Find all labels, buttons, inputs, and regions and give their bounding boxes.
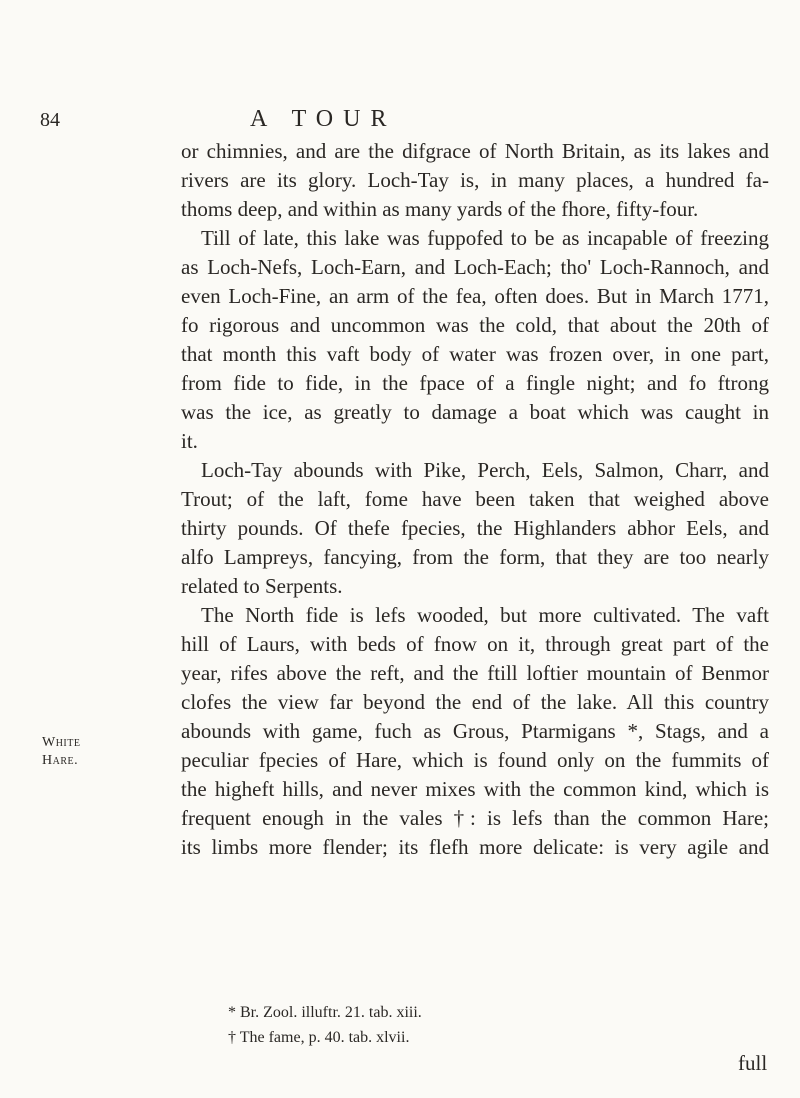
text-line: thirty pounds. Of thefe fpecies, the Highlanders abhor Eels, and <box>181 516 769 540</box>
text-line: related to Serpents. <box>181 574 343 598</box>
text-line: Trout; of the laft, fome have been taken that weighed above <box>181 487 769 511</box>
text-line: frequent enough in the vales †: is lefs than the common Hare; <box>181 806 769 830</box>
margin-note <box>42 734 122 770</box>
text-line: rivers are its glory. Loch-Tay is, in many places, a hundred fa- <box>181 168 769 192</box>
text-line: clofes the view far beyond the end of the lake. All this country <box>181 690 769 714</box>
running-head: A TOUR <box>250 106 397 132</box>
page-number: 84 <box>40 109 60 131</box>
text-line: Till of late, this lake was fuppofed to be as incapable of freezing <box>201 226 769 250</box>
text-line: Loch-Tay abounds with Pike, Perch, Eels, Salmon, Charr, and <box>201 458 769 482</box>
footnote: * Br. Zool. illuftr. 21. tab. xiii. <box>228 1004 422 1021</box>
text-line: year, rifes above the reft, and the ftill loftier mountain of Benmor <box>181 661 769 685</box>
text-line: peculiar fpecies of Hare, which is found only on the fummits of <box>181 748 769 772</box>
text-line: it. <box>181 429 198 453</box>
text-line: from fide to fide, in the fpace of a fingle night; and fo ftrong <box>181 371 769 395</box>
margin-note-line: White <box>42 735 81 750</box>
text-line: fo rigorous and uncommon was the cold, that about the 20th of <box>181 313 769 337</box>
body-text <box>181 137 769 862</box>
text-line: hill of Laurs, with beds of fnow on it, through great part of the <box>181 632 769 656</box>
text-line: The North fide is lefs wooded, but more cultivated. The vaft <box>201 603 769 627</box>
text-line: its limbs more flender; its flefh more delicate: is very agile and <box>181 835 769 859</box>
text-line: abounds with game, fuch as Grous, Ptarmigans *, Stags, and a <box>181 719 769 743</box>
text-line: thoms deep, and within as many yards of the fhore, fifty-four. <box>181 197 699 221</box>
text-line: as Loch-Nefs, Loch-Earn, and Loch-Each; tho' Loch-Rannoch, and <box>181 255 769 279</box>
text-line: even Loch-Fine, an arm of the fea, often does. But in March 1771, <box>181 284 769 308</box>
text-line: was the ice, as greatly to damage a boat which was caught in <box>181 400 769 424</box>
text-line: or chimnies, and are the difgrace of North Britain, as its lakes and <box>181 139 769 163</box>
text-line: alfo Lampreys, fancying, from the form, that they are too nearly <box>181 545 769 569</box>
catchword: full <box>738 1051 768 1075</box>
footnote: † The fame, p. 40. tab. xlvii. <box>228 1029 410 1046</box>
margin-note-line: Hare. <box>42 753 79 768</box>
footnotes <box>228 1000 748 1050</box>
text-line: that month this vaft body of water was frozen over, in one part, <box>181 342 769 366</box>
text-line: the higheft hills, and never mixes with the common kind, which is <box>181 777 769 801</box>
